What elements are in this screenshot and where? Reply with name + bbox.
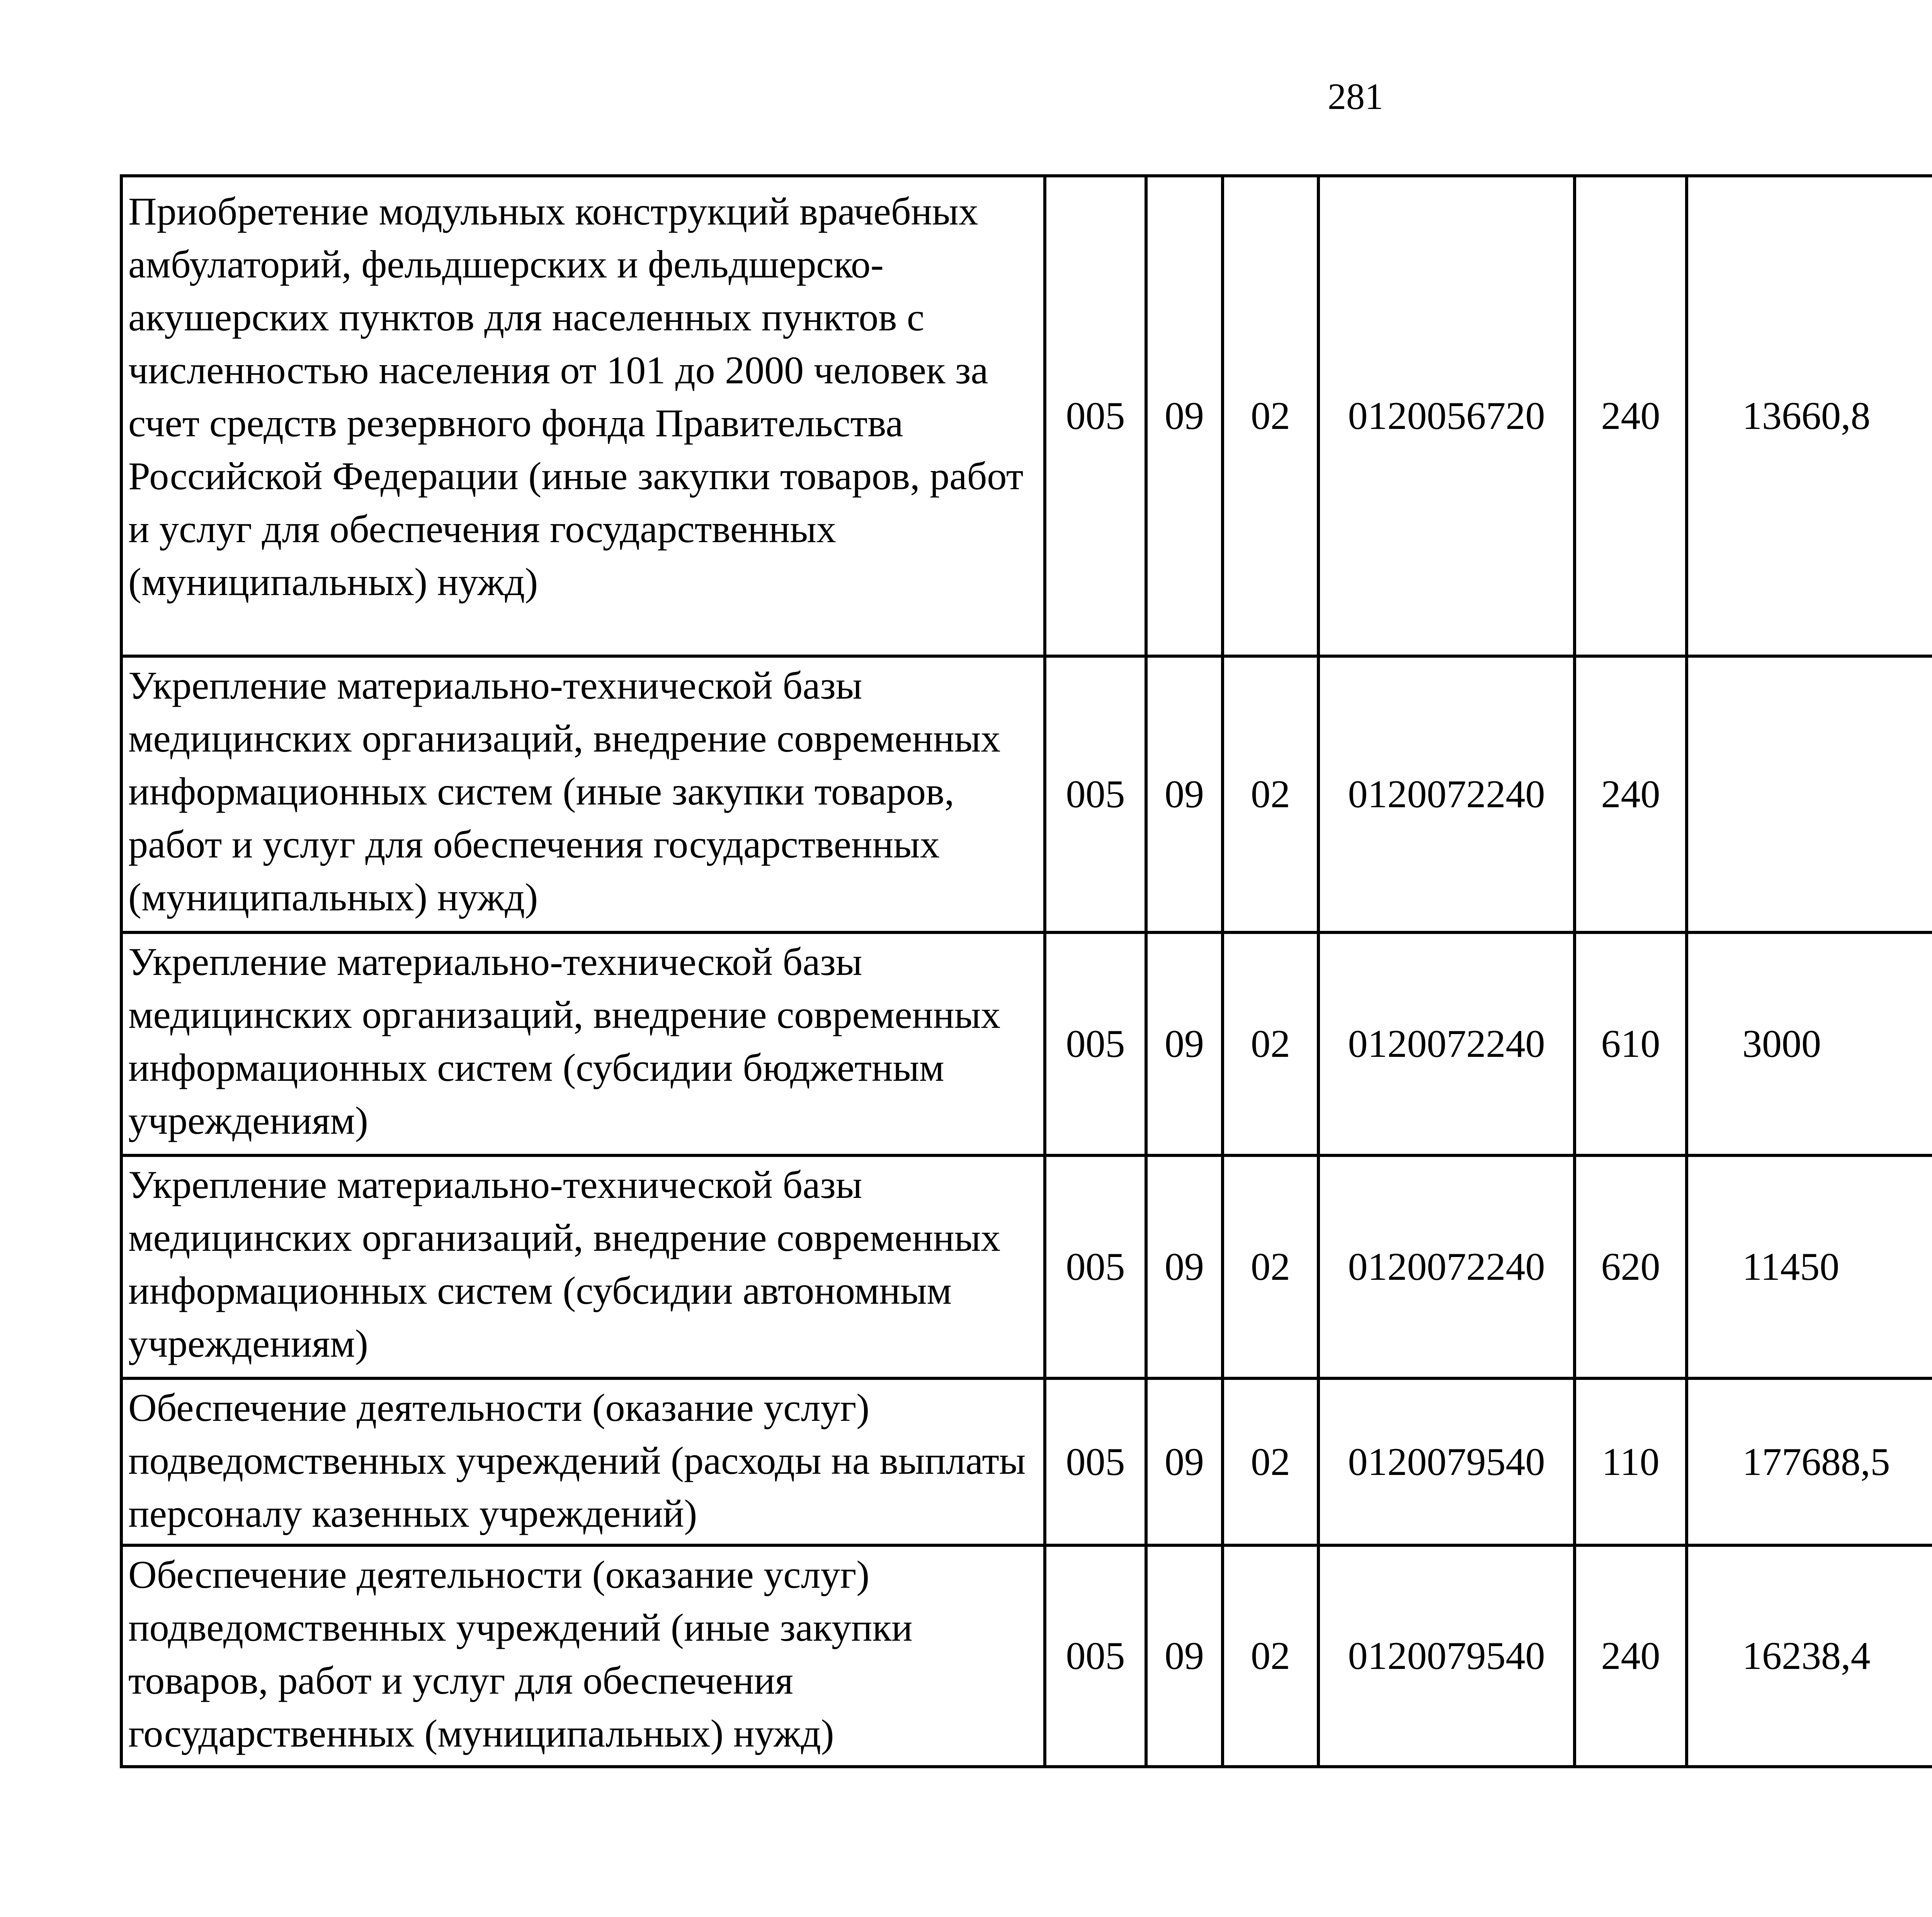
expense-type-code: 240 — [1575, 176, 1687, 656]
ministry-code: 005 — [1045, 932, 1146, 1155]
target-article-code: 0120079540 — [1318, 1378, 1575, 1545]
amount-year-1 — [1687, 656, 1932, 932]
section-code: 09 — [1146, 176, 1223, 656]
subsection-code: 02 — [1223, 1378, 1318, 1545]
expense-description: Обеспечение деятельности (оказание услуг) подведомственных учреждений (иные закупки товаров, работ и услуг для обеспечения государственных (муниципальных) нужд) — [121, 1545, 1045, 1767]
section-code: 09 — [1146, 1155, 1223, 1378]
table-row — [121, 1155, 1932, 1378]
target-article-code: 0120056720 — [1318, 176, 1575, 656]
subsection-code: 02 — [1223, 656, 1318, 932]
table-row — [121, 1545, 1932, 1767]
target-article-code: 0120072240 — [1318, 932, 1575, 1155]
section-code: 09 — [1146, 932, 1223, 1155]
expense-type-code: 110 — [1575, 1378, 1687, 1545]
page-number: 281 — [1328, 76, 1383, 117]
section-code: 09 — [1146, 1378, 1223, 1545]
target-article-code: 0120079540 — [1318, 1545, 1575, 1767]
ministry-code: 005 — [1045, 1155, 1146, 1378]
subsection-code: 02 — [1223, 1545, 1318, 1767]
subsection-code: 02 — [1223, 932, 1318, 1155]
expense-type-code: 240 — [1575, 656, 1687, 932]
amount-year-1: 16238,4 — [1687, 1545, 1932, 1767]
ministry-code: 005 — [1045, 1545, 1146, 1767]
ministry-code: 005 — [1045, 656, 1146, 932]
table-row — [121, 932, 1932, 1155]
budget-table — [120, 174, 1932, 1768]
target-article-code: 0120072240 — [1318, 656, 1575, 932]
amount-year-1: 11450 — [1687, 1155, 1932, 1378]
expense-description: Укрепление материально-технической базы медицинских организаций, внедрение современных информационных систем (субсидии бюджетным учреждениям) — [121, 932, 1045, 1155]
expense-description: Укрепление материально-технической базы медицинских организаций, внедрение современных информационных систем (иные закупки товаров, работ и услуг для обеспечения государственных (муниципальных) нужд) — [121, 656, 1045, 932]
subsection-code: 02 — [1223, 176, 1318, 656]
table-row — [121, 1378, 1932, 1545]
section-code: 09 — [1146, 656, 1223, 932]
target-article-code: 0120072240 — [1318, 1155, 1575, 1378]
amount-year-1: 3000 — [1687, 932, 1932, 1155]
ministry-code: 005 — [1045, 176, 1146, 656]
expense-type-code: 240 — [1575, 1545, 1687, 1767]
expense-description: Укрепление материально-технической базы медицинских организаций, внедрение современных информационных систем (субсидии автономным учреждениям) — [121, 1155, 1045, 1378]
expense-type-code: 610 — [1575, 932, 1687, 1155]
subsection-code: 02 — [1223, 1155, 1318, 1378]
table-row — [121, 656, 1932, 932]
section-code: 09 — [1146, 1545, 1223, 1767]
ministry-code: 005 — [1045, 1378, 1146, 1545]
expense-description: Обеспечение деятельности (оказание услуг) подведомственных учреждений (расходы на выплаты персоналу казенных учреждений) — [121, 1378, 1045, 1545]
amount-year-1: 13660,8 — [1687, 176, 1932, 656]
table-row — [121, 176, 1932, 656]
expense-type-code: 620 — [1575, 1155, 1687, 1378]
expense-description: Приобретение модульных конструкций врачебных амбулаторий, фельдшерских и фельдшерско-акушерских пунктов для населенных пунктов с численностью населения от 101 до 2000 человек за счет средств резервного фонда Правительства Российской Федерации (иные закупки товаров, работ и услуг для обеспечения государственных (муниципальных) нужд) — [121, 176, 1045, 656]
amount-year-1: 177688,5 — [1687, 1378, 1932, 1545]
